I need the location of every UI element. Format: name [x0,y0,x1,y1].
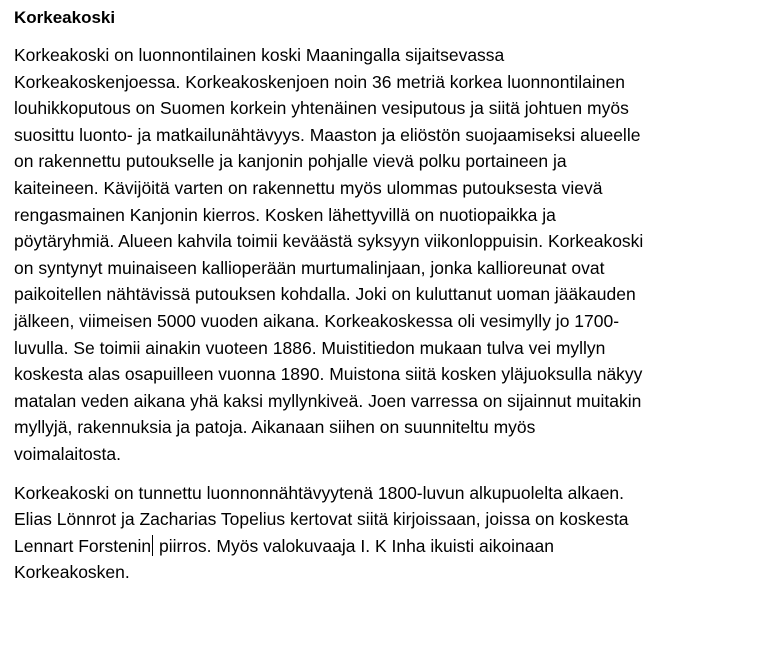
text-line: kaiteineen. Kävijöitä varten on rakennettu myös ulommas putouksesta vievä [14,177,603,198]
text-line: jälkeen, viimeisen 5000 vuoden aikana. Korkeakoskessa oli vesimylly jo 1700- [14,310,620,331]
text-line: myllyjä, rakennuksia ja patoja. Aikanaan siihen on suunniteltu myös [14,417,536,438]
paragraph-1[interactable] [14,42,756,468]
text-line: Korkeakosken. [14,562,130,583]
text-line: matalan veden aikana yhä kaksi myllynkiveä. Joen varressa on sijainnut muitakin [14,390,642,411]
text-line-with-cursor [14,533,756,560]
text-line: suosittu luonto- ja matkailunähtävyys. Maaston ja eliöstön suojaamiseksi alueelle [14,124,641,145]
text-line: Elias Lönnrot ja Zacharias Topelius kertovat siitä kirjoissaan, joissa on koskesta [14,509,629,530]
text-line: paikoitellen nähtävissä putouksen kohdalla. Joki on kuluttanut uoman jääkauden [14,284,636,305]
text-line: koskesta alas osapuilleen vuonna 1890. Muistona siitä kosken yläjuoksulla näkyy [14,364,643,385]
text-line: on syntynyt muinaiseen kallioperään murtumalinjaan, jonka kallioreunat ovat [14,257,605,278]
text-line: rengasmainen Kanjonin kierros. Kosken lähettyvillä on nuotiopaikka ja [14,204,556,225]
text-line: Korkeakoskenjoessa. Korkeakoskenjoen noin 36 metriä korkea luonnontilainen [14,71,625,92]
document-heading: Korkeakoski [14,8,116,27]
text-after-cursor: piirros. Myös valokuvaaja I. K Inha ikuisti aikoinaan [154,535,554,556]
text-line: pöytäryhmiä. Alueen kahvila toimii keväästä syksyyn viikonloppuisin. Korkeakoski [14,231,644,252]
text-line: louhikkoputous on Suomen korkein yhtenäinen vesiputous ja siitä johtuen myös [14,98,629,119]
text-line: luvulla. Se toimii ainakin vuoteen 1886. Muistitiedon mukaan tulva vei myllyn [14,337,606,358]
text-line: on rakennettu putoukselle ja kanjonin pohjalle vievä polku portaineen ja [14,151,567,172]
paragraph-2[interactable] [14,480,756,586]
text-line: voimalaitosta. [14,443,121,464]
document-page[interactable] [14,6,756,598]
text-before-cursor: Lennart Forstenin [14,535,152,556]
text-line: Korkeakoski on tunnettu luonnonnähtävyytenä 1800-luvun alkupuolelta alkaen. [14,482,625,503]
text-line: Korkeakoski on luonnontilainen koski Maaningalla sijaitsevassa [14,45,505,65]
